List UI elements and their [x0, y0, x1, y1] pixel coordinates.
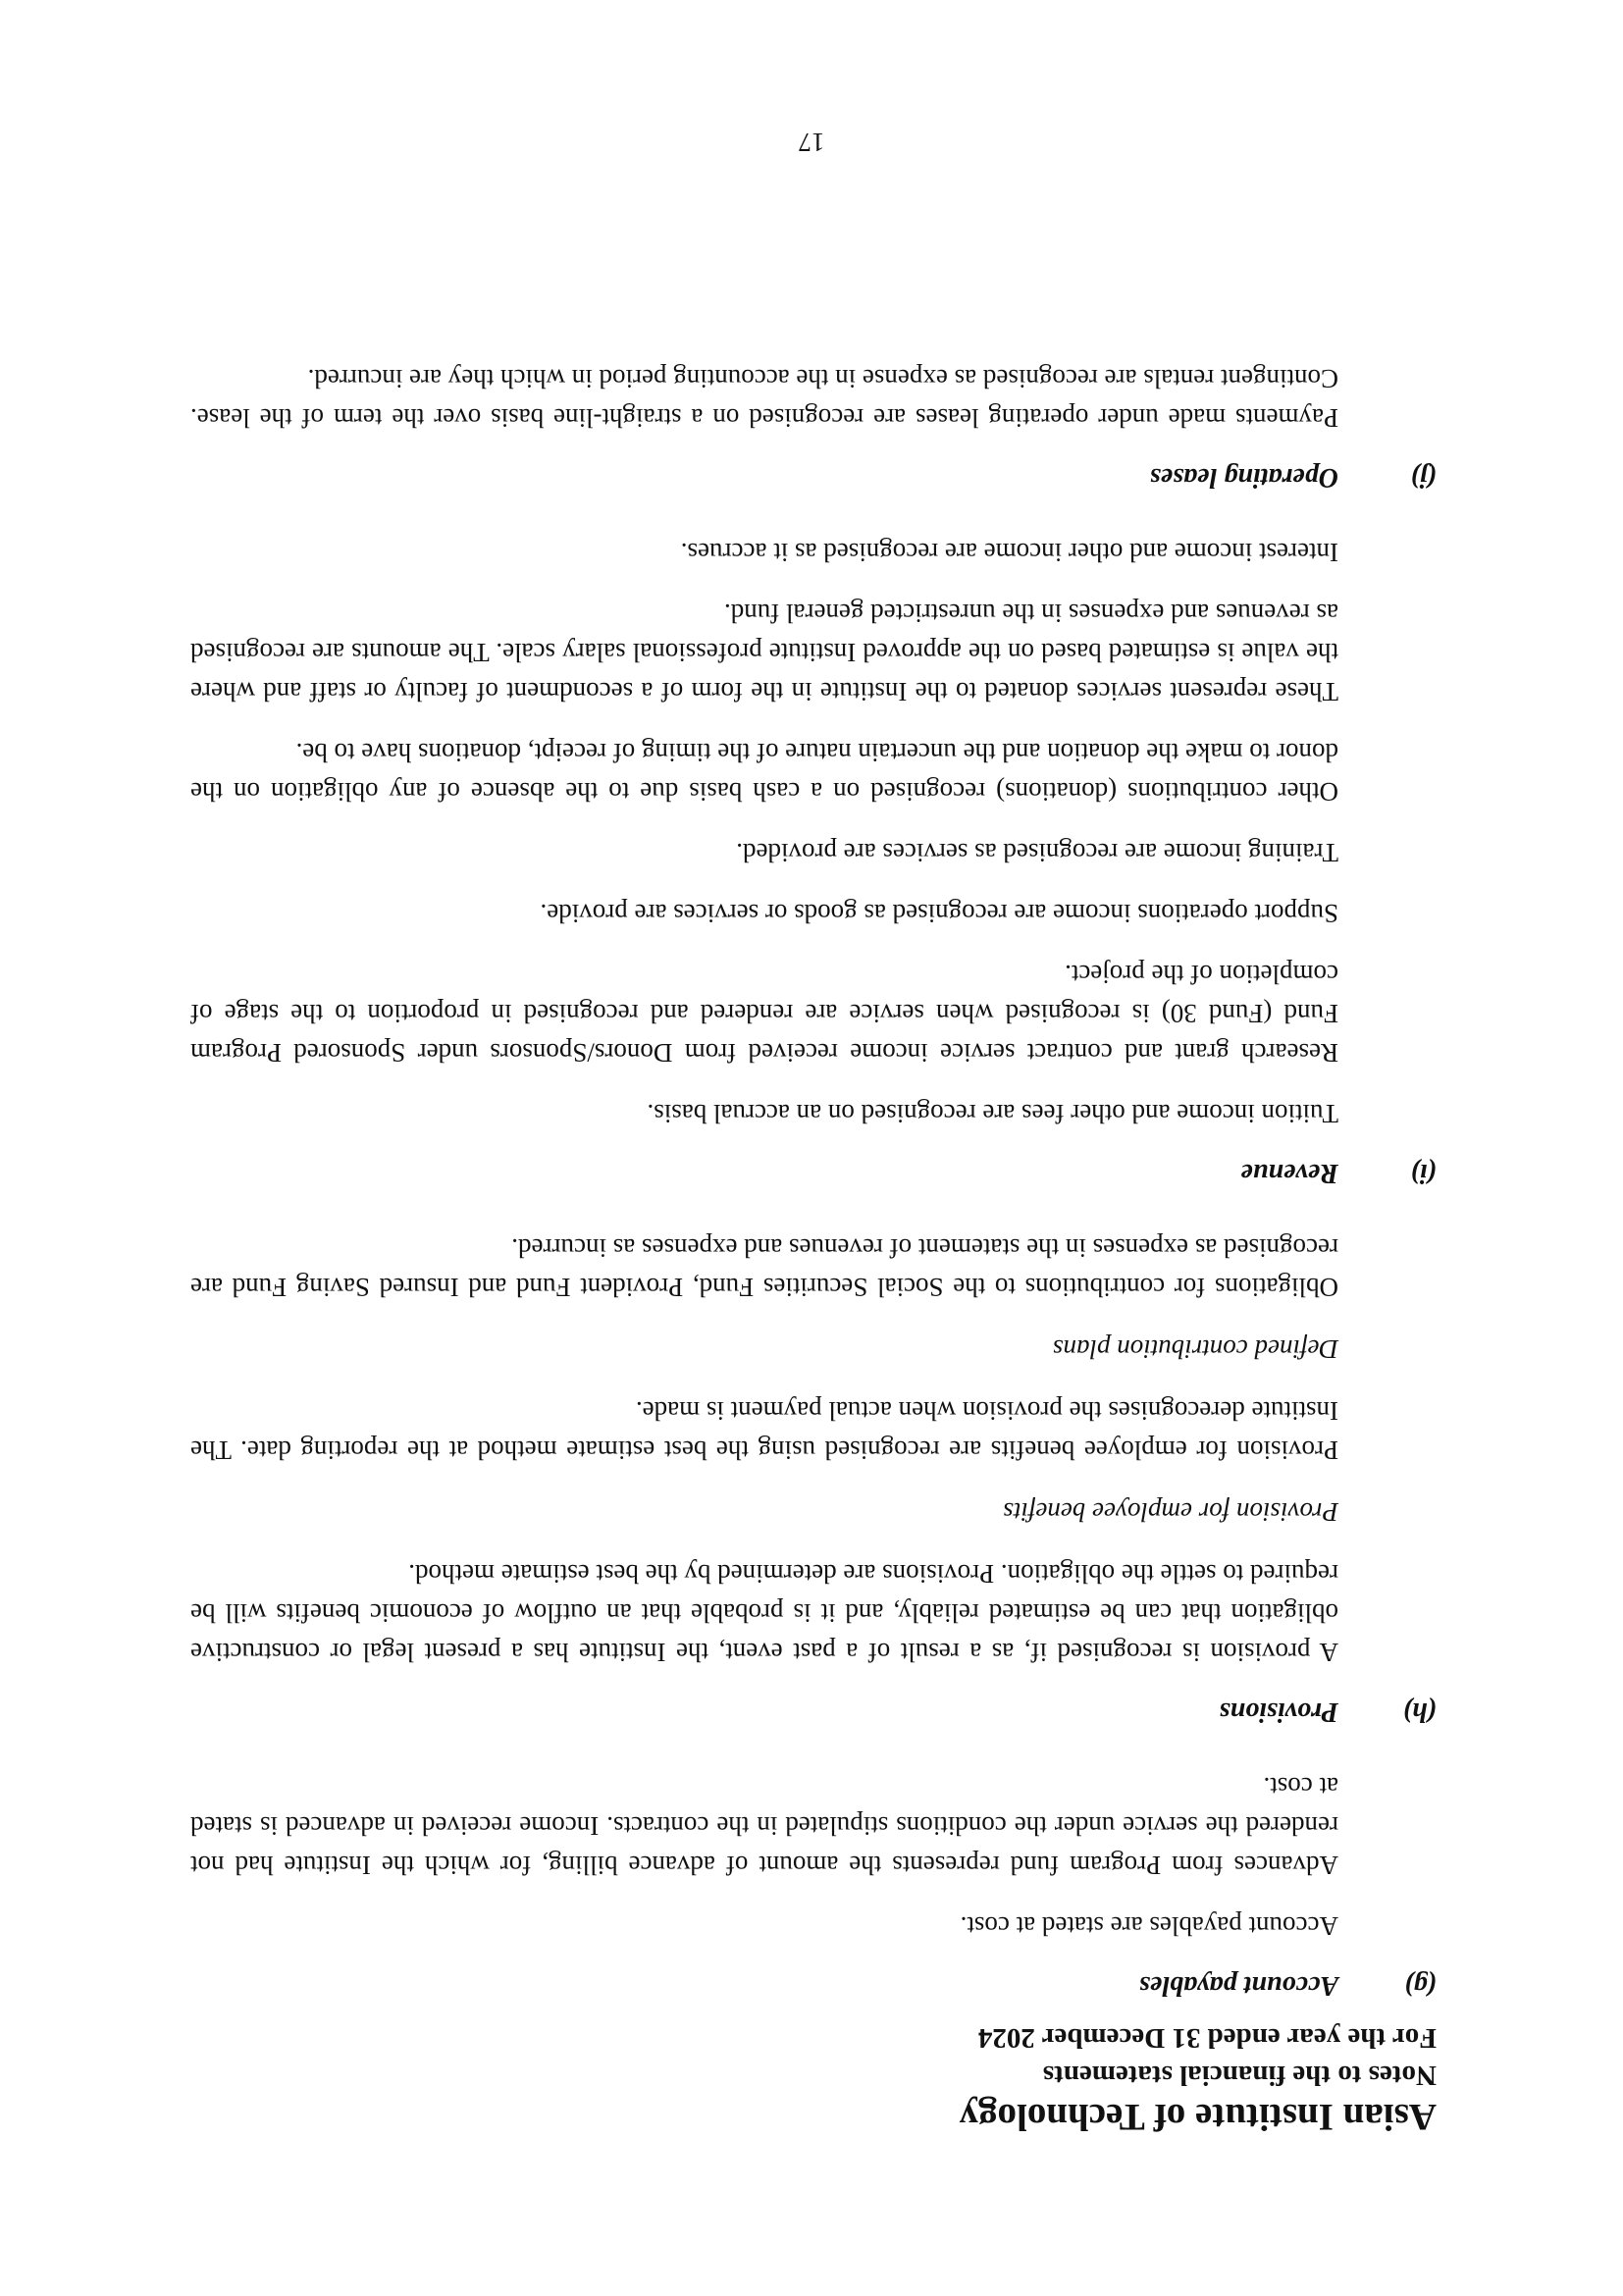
section-title: Account payables — [1139, 1970, 1338, 2001]
notes-subtitle: Notes to the financial statements — [1042, 2060, 1437, 2091]
section-heading-i — [190, 1154, 1437, 1191]
paragraph: Tuition income and other fees are recognised on an accrual basis. — [647, 1099, 1338, 1128]
subheading: Provision for employee benefits — [1003, 1497, 1338, 1527]
section-heading-h — [190, 1693, 1437, 1730]
paragraph: These represent services donated to the Institute in the form of a secondment of faculty or staff and where the value is estimated based on the approved Institute professional salary scale. The amounts are recognised as revenues and expenses in the unrestricted general fund. — [190, 599, 1338, 706]
paragraph: Interest income and other income are recognised as it accrues. — [680, 538, 1338, 567]
section-letter: (i) — [1410, 1158, 1437, 1188]
paragraph: Payments made under operating leases are recognised on a straight-line basis over the term of the lease. Contingent rentals are recognised as expense in the accounting period in which they are incurred. — [190, 364, 1338, 433]
page-number: 17 — [798, 128, 825, 157]
paragraph: Support operations income are recognised as goods or services are provide. — [540, 899, 1338, 928]
paragraph: Advances from Program fund represents the amount of advance billing, for which the Institute had not rendered the service under the conditions stipulated in the contracts. Income received in advanced is stated at cost. — [190, 1772, 1338, 1880]
paragraph: Account payables are stated at cost. — [960, 1911, 1338, 1941]
notes-content — [190, 359, 1437, 2004]
section-heading-j — [190, 458, 1437, 496]
section-letter: (j) — [1410, 462, 1437, 493]
paragraph: Obligations for contributions to the Social Securities Fund, Provident Fund and Insured Saving Fund are recognised as expenses in the statement of revenues and expenses as incurred. — [190, 1233, 1338, 1302]
period-subtitle: For the year ended 31 December 2024 — [977, 2022, 1437, 2054]
paragraph: Training income are recognised as services are provided. — [736, 838, 1338, 867]
document-header — [190, 2019, 1437, 2139]
section-title: Operating leases — [1149, 462, 1338, 493]
institution-title: Asian Institute of Technology — [959, 2096, 1437, 2138]
section-letter: (h) — [1402, 1696, 1437, 1727]
paragraph: Research grant and contract service income received from Donors/Sponsors under Sponsored Program Fund (Fund 30) is recognised when service are rendered and recognised in proportion to the stage of completion of the project. — [190, 960, 1338, 1068]
section-title: Provisions — [1219, 1696, 1338, 1727]
section-title: Revenue — [1240, 1158, 1338, 1188]
paragraph: Other contributions (donations) recognised on a cash basis due to the absence of any obligation on the donor to make the donation and the uncertain nature of the timing of receipt, donations have to be. — [190, 738, 1338, 807]
section-letter: (g) — [1404, 1970, 1437, 2001]
subheading: Defined contribution plans — [1053, 1334, 1338, 1364]
section-heading-g — [190, 1966, 1437, 2004]
paragraph: A provision is recognised if, as a result of a past event, the Institute has a present legal or constructive obligation that can be estimated reliably, and it is probable that an outflow of economic benefits will be required to settle the obligation. Provisions are determined by the best estimate method. — [190, 1559, 1338, 1667]
paragraph: Provision for employee benefits are recognised using the best estimate method at the reporting date. The Institute derecognises the provision when actual payment is made. — [190, 1396, 1338, 1465]
